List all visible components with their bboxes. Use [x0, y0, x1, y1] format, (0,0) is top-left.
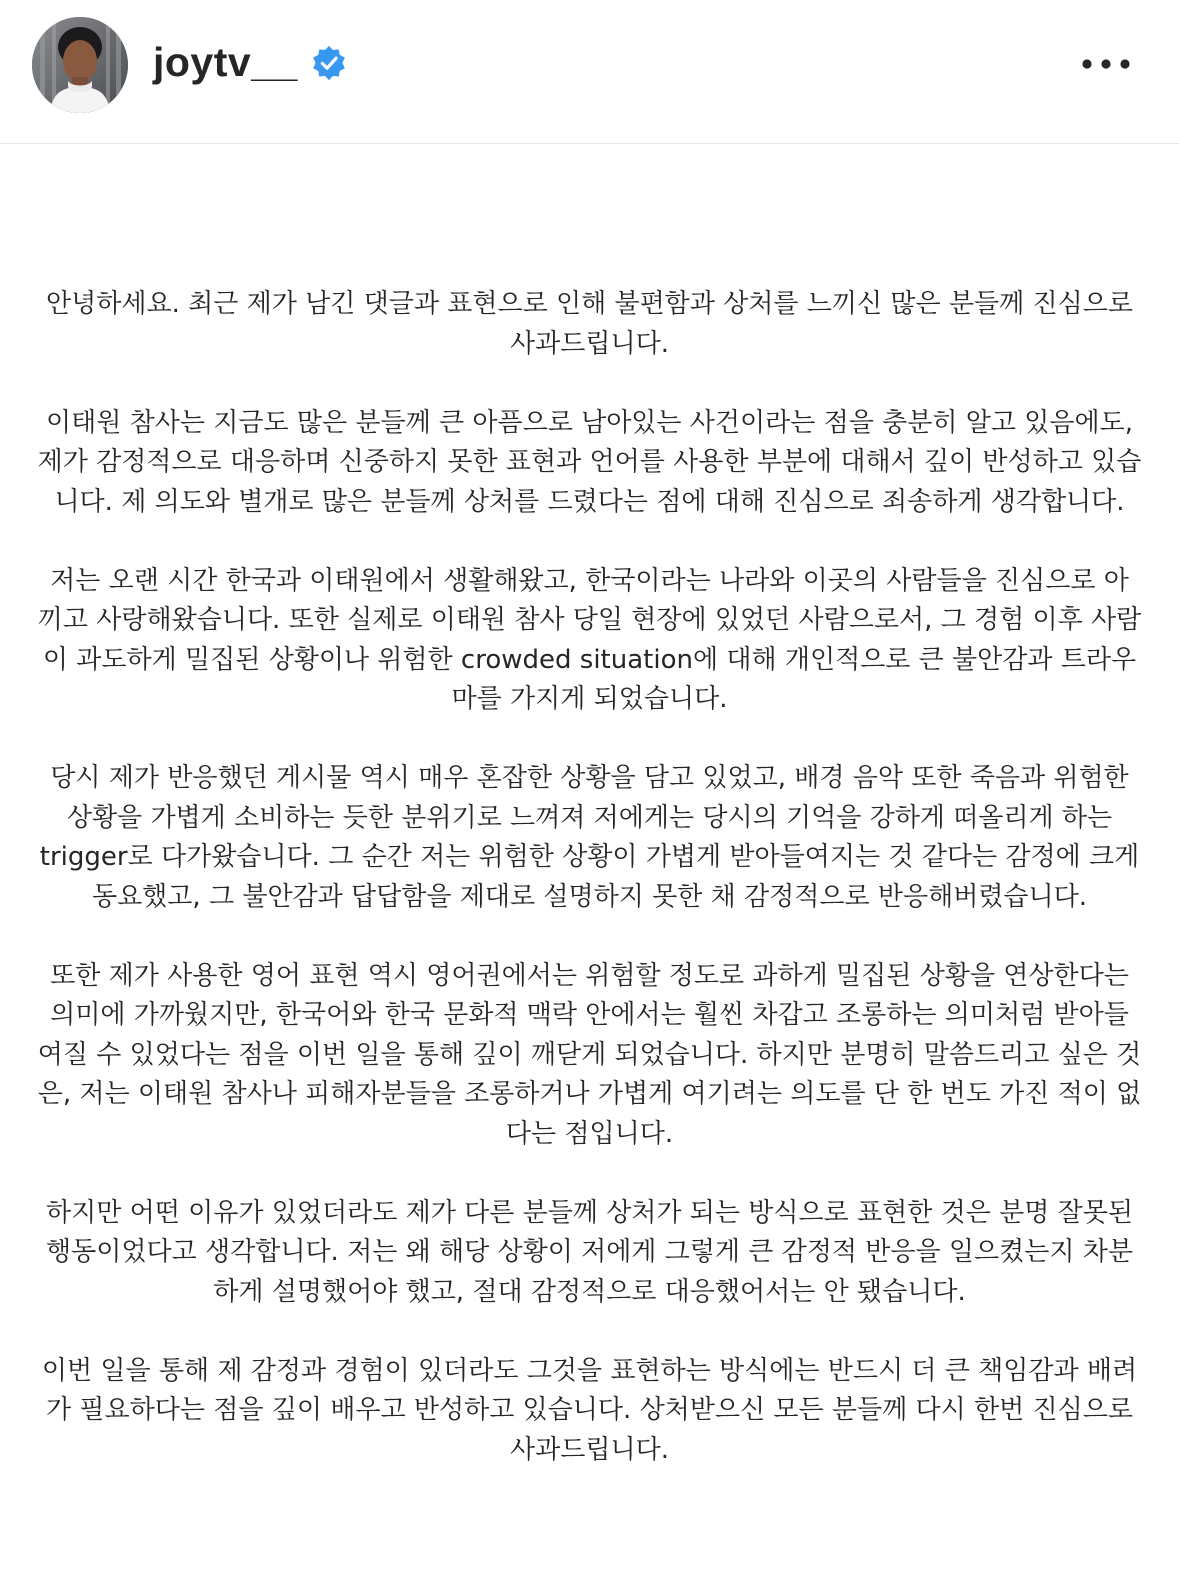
caption-paragraph: 당시 제가 반응했던 게시물 역시 매우 혼잡한 상황을 담고 있었고, 배경 음악 또한 죽음과 위험한 상황을 가볍게 소비하는 듯한 분위기로 느껴져 저에게는 당시의 기억을 강하게 떠올리게 하는 trigger로 다가왔습니다. 그 순간 저는 위험한 상황이 가볍게 받아들여지는 것 같다는 감정에 크게 동요했고, 그 불안감과 답답함을 제대로 설명하지 못한 채 감정적으로 반응해버렸습니다. [39, 763, 1140, 912]
post-caption [24, 285, 1155, 1510]
profile-avatar[interactable] [32, 17, 128, 113]
caption-paragraph: 안녕하세요. 최근 제가 남긴 댓글과 표현으로 인해 불편함과 상처를 느끼신 많은 분들께 진심으로 사과드립니다. [46, 289, 1133, 359]
caption-paragraph: 이번 일을 통해 제 감정과 경험이 있더라도 그것을 표현하는 방식에는 반드시 더 큰 책임감과 배려 가 필요하다는 점을 깊이 배우고 반성하고 있습니다. 상처받으신 모든 분들께 다시 한번 진심으로 사과드립니다. [41, 1355, 1138, 1465]
caption-paragraph: 이태원 참사는 지금도 많은 분들께 큰 아픔으로 남아있는 사건이라는 점을 충분히 알고 있음에도, 제가 감정적으로 대응하며 신중하지 못한 표현과 언어를 사용한 부분에 대해서 깊이 반성하고 있습 니다. 제 의도와 별개로 많은 분들께 상처를 드렸다는 점에 대해 진심으로 죄송하게 생각합니다. [37, 407, 1142, 517]
avatar-image [32, 17, 128, 113]
username[interactable]: joytv__ [153, 39, 298, 85]
caption-paragraph: 하지만 어떤 이유가 있었더라도 제가 다른 분들께 상처가 되는 방식으로 표현한 것은 분명 잘못된 행동이었다고 생각합니다. 저는 왜 해당 상황이 저에게 그렇게 큰 감정적 반응을 일으켰는지 차분 하게 설명했어야 했고, 절대 감정적으로 대응했어서는 안 됐습니다. [46, 1197, 1133, 1307]
verified-badge-icon [310, 44, 348, 82]
caption-paragraph: 저는 오랜 시간 한국과 이태원에서 생활해왔고, 한국이라는 나라와 이곳의 사람들을 진심으로 아 끼고 사랑해왔습니다. 또한 실제로 이태원 참사 당일 현장에 있었던 사람으로서, 그 경험 이후 사람 이 과도하게 밀집된 상황이나 위험한 crowded situation에 대해 개인적으로 큰 불안감과 트라우 마를 가지게 되었습니다. [37, 565, 1142, 714]
post-header [0, 0, 1179, 144]
more-options-icon[interactable] [1078, 50, 1134, 78]
caption-paragraph: 또한 제가 사용한 영어 표현 역시 영어권에서는 위험할 정도로 과하게 밀집된 상황을 연상한다는 의미에 가까웠지만, 한국어와 한국 문화적 맥락 안에서는 훨씬 차갑고 조롱하는 의미처럼 받아들 여질 수 있었다는 점을 이번 일을 통해 깊이 깨닫게 되었습니다. 하지만 분명히 말씀드리고 싶은 것 은, 저는 이태원 참사나 피해자분들을 조롱하거나 가볍게 여기려는 의도를 단 한 번도 가진 적이 없 다는 점입니다. [37, 960, 1142, 1149]
